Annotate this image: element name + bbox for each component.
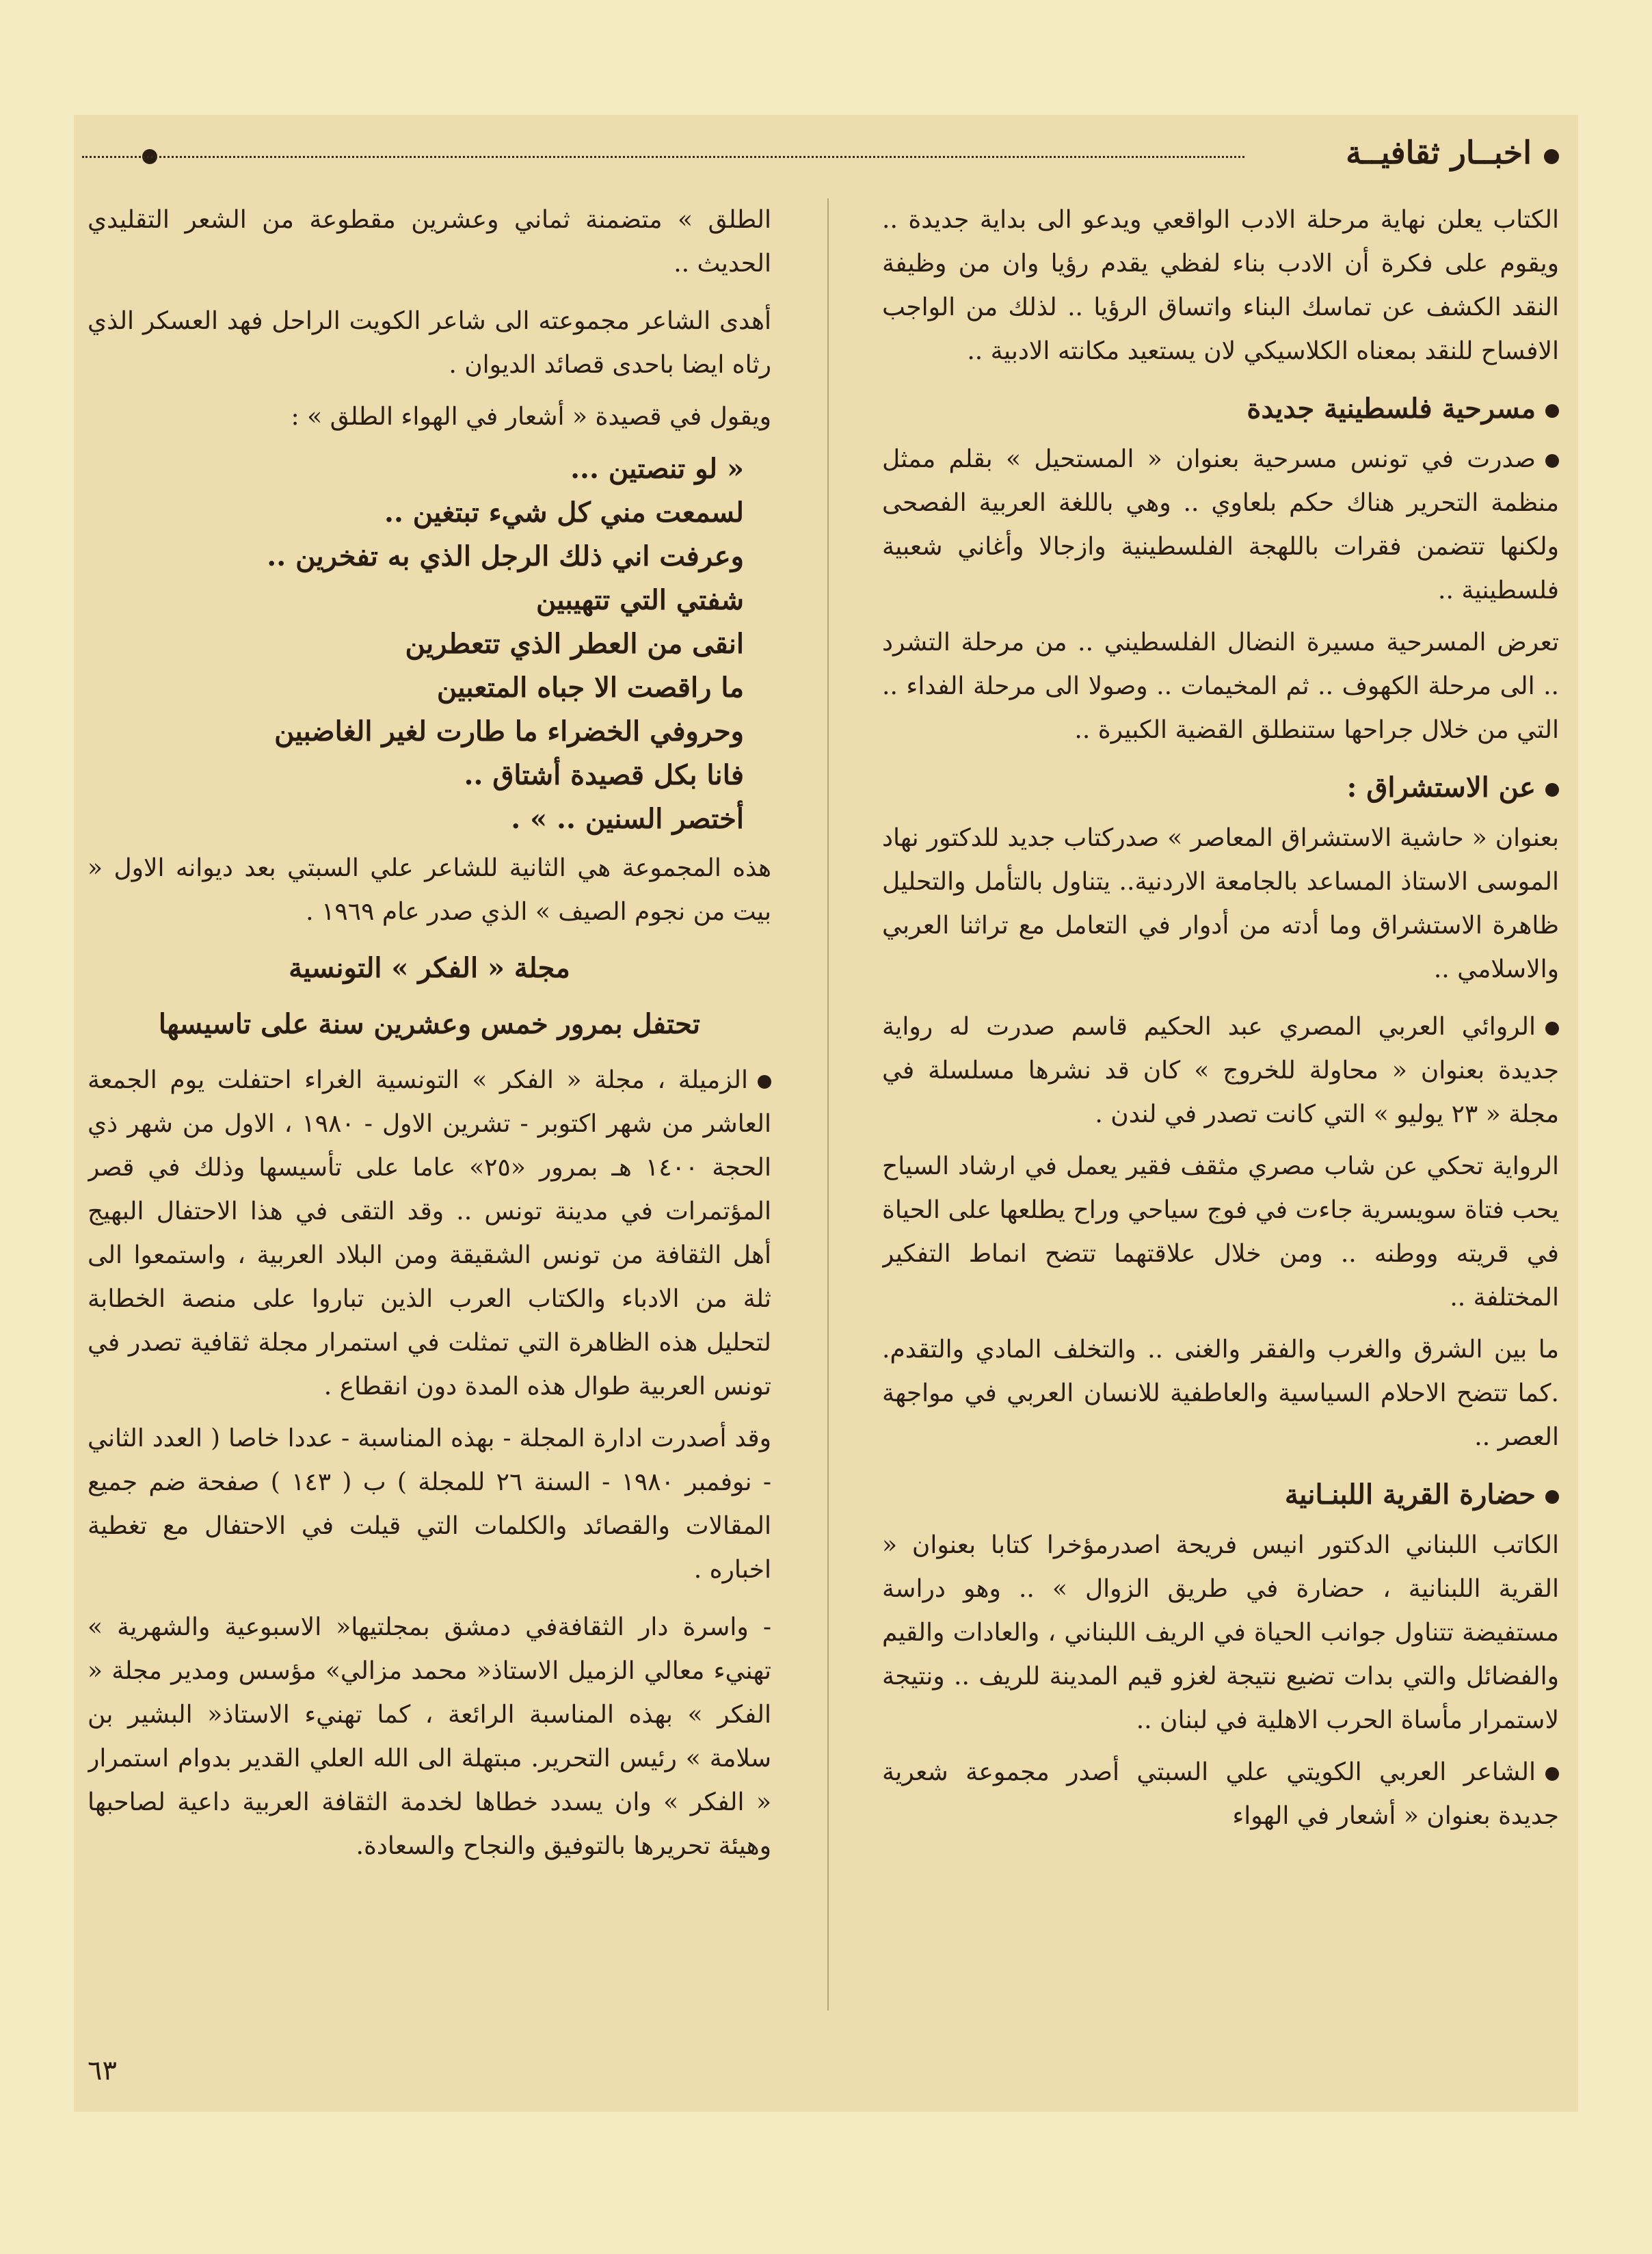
bullet-icon [1545, 1022, 1559, 1035]
bullet-icon [1545, 1490, 1559, 1504]
paragraph: الروائي العربي المصري عبد الحكيم قاسم صدرت له رواية جديدة بعنوان « محاولة للخروج » كان قد نشرها مسلسلة في مجلة « ٢٣ يوليو » التي كانت تصدر في لندن . [882, 1013, 1559, 1128]
heading-palestinian-play: مسرحية فلسطينية جديدة [882, 387, 1559, 431]
section-title: اخبــار ثقافيــة [1346, 134, 1532, 171]
paragraph: صدرت في تونس مسرحية بعنوان « المستحيل » بقلم ممثل منظمة التحرير هناك حكم بلعاوي .. وهي باللغة العربية الفصحى ولكنها تتضمن فقرات باللهجة الفلسطينية وازجالا وأغاني شعبية فلسطينية .. [882, 445, 1559, 605]
bullet-icon [758, 1075, 771, 1089]
paragraph: الشاعر العربي الكويتي علي السبتي أصدر مجموعة شعرية جديدة بعنوان « أشعار في الهواء [882, 1758, 1559, 1830]
paragraph: الرواية تحكي عن شاب مصري مثقف فقير يعمل في ارشاد السياح يحب فتاة سويسرية جاءت في فوج سياحي وراح يطلعها على الحياة في قريته ووطنه .. ومن خلال علاقتهما تتضح انماط التفكير المختلفة .. [882, 1152, 1559, 1312]
paragraph: وقد أصدرت ادارة المجلة - بهذه المناسبة - عددا خاصا ( العدد الثاني - نوفمبر ١٩٨٠ - السنة ٢٦ للمجلة ) ب ( ١٤٣ ) صفحة ضم جميع المقالات والقصائد والكلمات التي قيلت في الاحتفال مع تغطية اخباره . [88, 1424, 771, 1584]
paragraph: ويقول في قصيدة « أشعار في الهواء الطلق » : [291, 403, 771, 431]
paragraph: هذه المجموعة هي الثانية للشاعر علي السبتي بعد ديوانه الاول « بيت من نجوم الصيف » الذي صدر عام ١٩٦٩ . [88, 854, 771, 926]
paragraph: الكاتب اللبناني الدكتور انيس فريحة اصدرمؤخرا كتابا بعنوان « القرية اللبنانية ، حضارة في طريق الزوال » .. وهو دراسة مستفيضة تتناول جوانب الحياة في الريف اللبناني ، والعادات والقيم والفضائل والتي بدات تضيع نتيجة لغزو قيم المدينة للريف .. ونتيجة لاستمرار مأساة الحرب الاهلية في لبنان .. [882, 1531, 1559, 1734]
poem-line: وحروفي الخضراء ما طارت لغير الغاضبين [274, 715, 744, 747]
bullet-icon [1545, 404, 1559, 418]
paragraph: بعنوان « حاشية الاستشراق المعاصر » صدركتاب جديد للدكتور نهاد الموسى الاستاذ المساعد بالجامعة الاردنية.. يتناول بالتأمل والتحليل ظاهرة الاستشراق وما أدته من أدوار في التعامل مع تراثنا العربي والاسلامي .. [882, 824, 1559, 983]
bullet-icon [1545, 783, 1559, 797]
header-rule [82, 156, 1244, 158]
bullet-icon [1545, 1767, 1559, 1781]
paragraph: - واسرة دار الثقافةفي دمشق بمجلتيها« الاسبوعية والشهرية » تهنيء معالي الزميل الاستاذ« محمد مزالي» مؤسس ومدير مجلة « الفكر » بهذه المناسبة الرائعة ، كما تهنيء الاستاذ« البشير بن سلامة » رئيس التحرير. مبتهلة الى الله العلي القدير بدوام استمرار « الفكر » وان يسدد خطاها لخدمة الثقافة العربية داعية لصاحبها وهيئة تحريرها بالتوفيق والنجاح والسعادة. [88, 1613, 771, 1860]
poem-line: وعرفت اني ذلك الرجل الذي به تفخرين .. [267, 540, 744, 572]
column-divider [827, 198, 829, 2011]
poem-line: لسمعت مني كل شيء تبتغين .. [384, 496, 744, 529]
poem-line: ما راقصت الا جباه المتعبين [436, 672, 744, 704]
paragraph: ما بين الشرق والغرب والفقر والغنى .. والتخلف المادي والتقدم. .كما تتضح الاحلام السياسية والعاطفية للانسان العربي في مواجهة العصر .. [882, 1336, 1559, 1451]
heading-al-fikr: مجلة « الفكر » التونسية [289, 952, 570, 984]
left-column [88, 198, 771, 2031]
subheading-al-fikr: تحتفل بمرور خمس وعشرين سنة على تاسيسها [158, 1008, 701, 1040]
paragraph: الطلق » متضمنة ثماني وعشرين مقطوعة من الشعر التقليدي الحديث .. [88, 206, 771, 278]
page-number: ٦٣ [88, 2055, 117, 2086]
paragraph: تعرض المسرحية مسيرة النضال الفلسطيني .. من مرحلة التشرد .. الى مرحلة الكهوف .. ثم المخيمات .. وصولا الى مرحلة الفداء .. التي من خلال جراحها ستنطلق القضية الكبيرة .. [882, 628, 1559, 744]
intro-paragraph: الكتاب يعلن نهاية مرحلة الادب الواقعي ويدعو الى بداية جديدة .. ويقوم على فكرة أن الادب بناء لفظي يقدم رؤيا وان من وظيفة النقد الكشف عن تماسك البناء واتساق الرؤيا .. لذلك من الواجب الافساح للنقد بمعناه الكلاسيكي لان يستعيد مكانته الادبية .. [882, 206, 1559, 365]
poem-line: فانا بكل قصيدة أشتاق .. [464, 759, 744, 791]
poem-line: انقى من العطر الذي تتعطرين [405, 628, 744, 660]
bullet-icon [1545, 454, 1559, 468]
poem-line: أختصر السنين .. » . [511, 803, 744, 835]
poem-excerpt [88, 447, 771, 841]
paragraph: الزميلة ، مجلة « الفكر » التونسية الغراء احتفلت يوم الجمعة العاشر من شهر اكتوبر - تشرين الاول - ١٩٨٠ ، الاول من شهر ذي الحجة ١٤٠٠ هـ بمرور «٢٥» عاما على تأسيسها وذلك في قصر المؤتمرات في مدينة تونس .. وقد التقى في هذا الاحتفال البهيج أهل الثقافة من تونس الشقيقة ومن البلاد العربية ، واستمعوا الى ثلة من الادباء والكتاب العرب الذين تباروا على منصة الخطابة لتحليل هذه الظاهرة التي تمثلت في استمرار مجلة ثقافية تصدر في تونس العربية طوال هذه المدة دون انقطاع . [88, 1066, 771, 1401]
heading-orientalism: عن الاستشراق : [882, 766, 1559, 810]
right-column [882, 198, 1559, 2031]
poem-line: « لو تنصتين ... [570, 453, 744, 485]
poem-line: شفتي التي تتهيبين [535, 584, 744, 616]
heading-lebanese-village: حضارة القرية اللبنـانية [882, 1473, 1559, 1517]
section-header [82, 134, 1559, 175]
paragraph: أهدى الشاعر مجموعته الى شاعر الكويت الراحل فهد العسكر الذي رثاه ايضا باحدى قصائد الديوان . [88, 307, 771, 379]
header-bullet-right [1544, 149, 1559, 164]
